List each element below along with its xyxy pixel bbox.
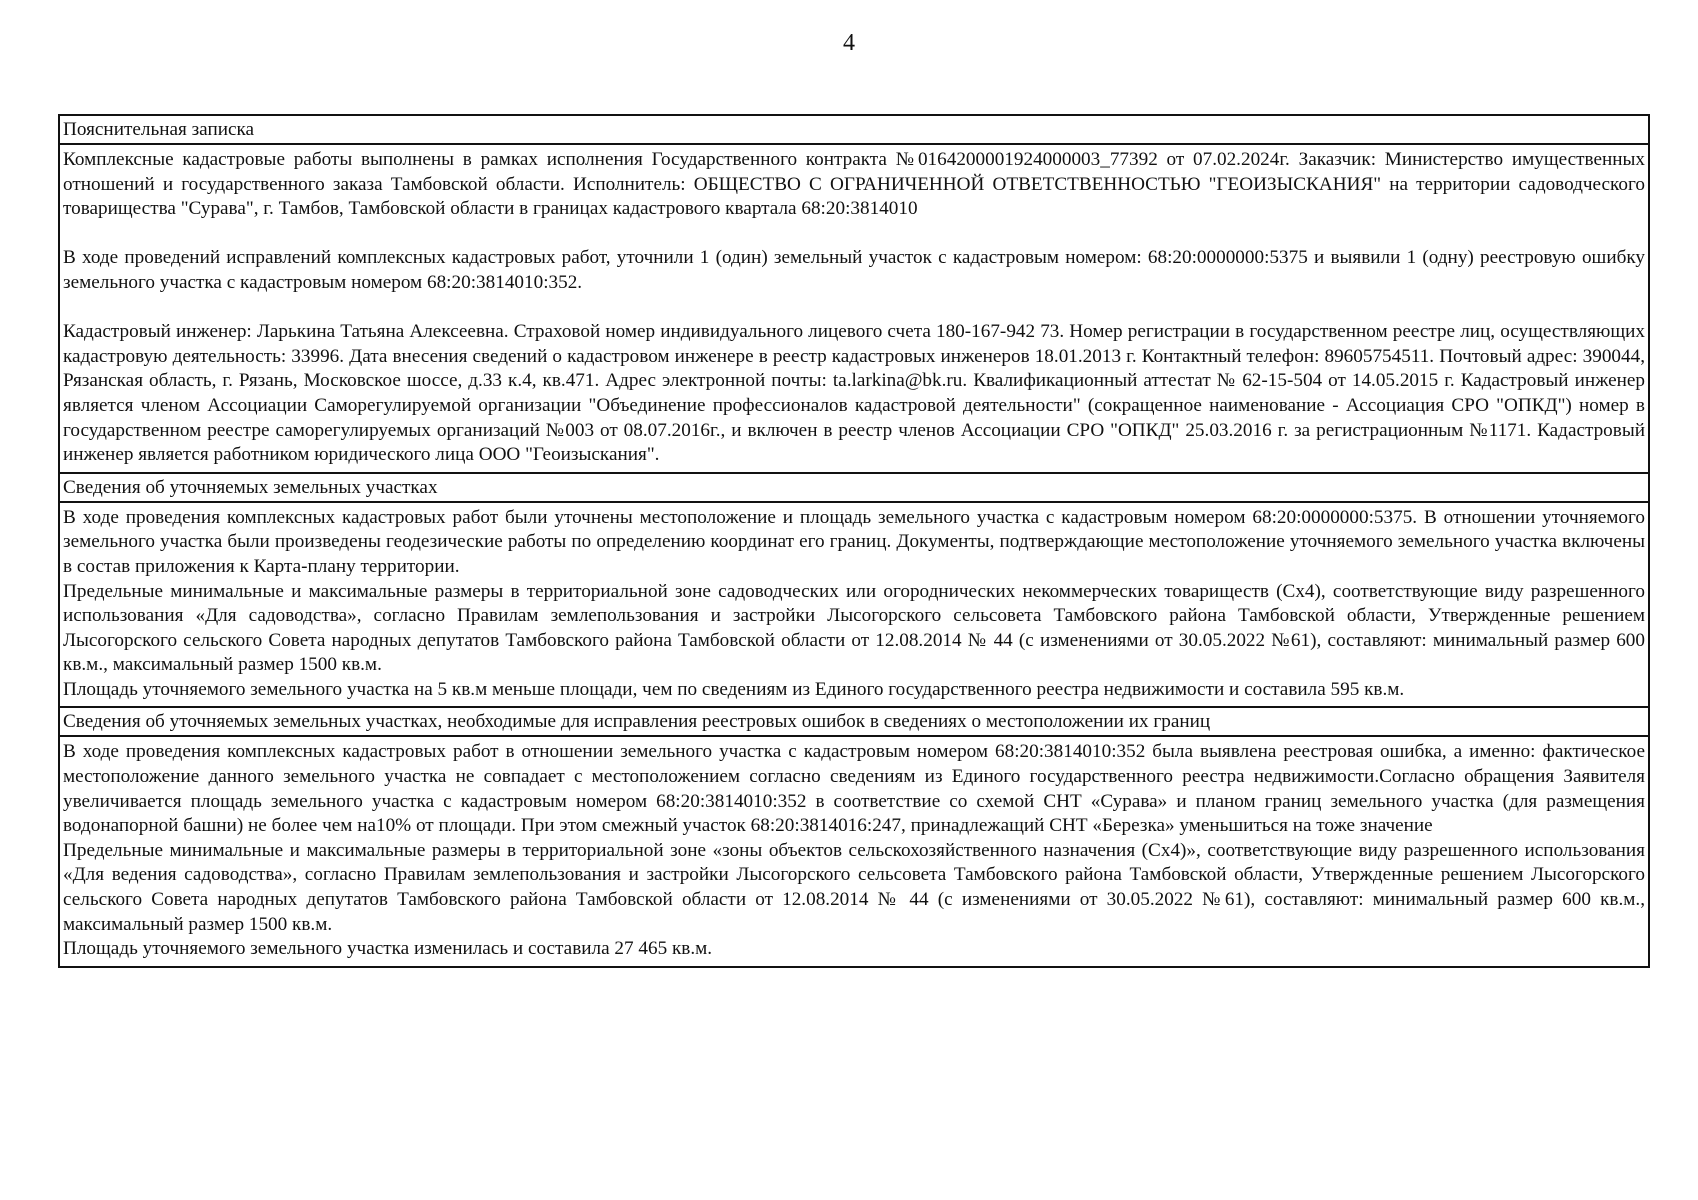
paragraph-size-limits: Предельные минимальные и максимальные размеры в территориальной зоне садоводческих или огороднических некоммерческих товариществ (Сх4), соответствующие виду разрешенного использования «Для садоводства», согласно Правилам землепользования и застройки Лысогорского сельсовета Тамбовского района Тамбовской области, Утвержденные решением Лысогорского сельского Совета народных депутатов Тамбовского района Тамбовской области от 12.08.2014 № 44 (с изменениями от 30.05.2022 №61), составляют: минимальный размер 600 кв.м., максимальный размер 1500 кв.м. xyxy=(63,580,1645,676)
section-header-refined-plots xyxy=(60,474,1648,503)
paragraph-summary: В ходе проведений исправлений комплексных кадастровых работ, уточнили 1 (один) земельный участок с кадастровым номером: 68:20:0000000:5375 и выявили 1 (одну) реестровую ошибку земельного участка с кадастровым номером 68:20:3814010:352. xyxy=(63,247,1645,293)
section-title: Сведения об уточняемых земельных участках xyxy=(63,476,438,498)
page-number: 4 xyxy=(843,30,855,56)
paragraph-gap xyxy=(63,296,1645,321)
section-header-explanatory-note xyxy=(60,116,1648,145)
paragraph-area-result: Площадь уточняемого земельного участка на 5 кв.м меньше площади, чем по сведениям из Единого государственного реестра недвижимости и составила 595 кв.м. xyxy=(63,678,1405,700)
section-title: Пояснительная записка xyxy=(63,119,255,140)
paragraph-contract: Комплексные кадастровые работы выполнены в рамках исполнения Государственного контракта №0164200001924000003_77392 от 07.02.2024г. Заказчик: Министерство имущественных отношений и государственного заказа Тамбовской области. Исполнитель: ОБЩЕСТВО С ОГРАНИЧЕННОЙ ОТВЕТСТВЕННОСТЬЮ "ГЕОИЗЫСКАНИЯ" на территории садоводческого товарищества "Сурава", г. Тамбов, Тамбовской области в границах кадастрового квартала 68:20:3814010 xyxy=(63,149,1645,220)
section-body-registry-errors xyxy=(60,737,1648,965)
paragraph-area-result: Площадь уточняемого земельного участка изменилась и составила 27 465 кв.м. xyxy=(63,938,713,960)
paragraph-registry-error: В ходе проведения комплексных кадастровых работ в отношении земельного участка с кадастровым номером 68:20:3814010:352 была выявлена реестровая ошибка, а именно: фактическое местоположение данного земельного участка не совпадает с местоположением согласно сведениям из Единого государственного реестра недвижимости.Согласно обращения Заявителя увеличивается площадь земельного участка с кадастровым номером 68:20:3814010:352 в соответствие со схемой СНТ «Сурава» и планом границ земельного участка (для размещения водонапорной башни) не более чем на10% от площади. При этом смежный участок 68:20:3814016:247, принадлежащий СНТ «Березка» уменьшиться на тоже значение xyxy=(63,741,1645,837)
paragraph-cadastral-engineer: Кадастровый инженер: Ларькина Татьяна Алексеевна. Страховой номер индивидуального лицевого счета 180-167-942 73. Номер регистрации в государственном реестре лиц, осуществляющих кадастровую деятельность: 33996. Дата внесения сведений о кадастровом инженере в реестр кадастровых инженеров 18.01.2013 г. Контактный телефон: 89605754511. Почтовый адрес: 390044, Рязанская область, г. Рязань, Московское шоссе, д.33 к.4, кв.471. Адрес электронной почты: ta.larkina@bk.ru. Квалификационный аттестат № 62-15-504 от 14.05.2015 г. Кадастровый инженер является членом Ассоциации Саморегулируемой организации "Объединение профессионалов кадастровой деятельности" (сокращенное наименование - Ассоциация СРО "ОПКД") номер в государственном реестре саморегулируемых организаций №003 от 08.07.2016г., и включен в реестр членов Ассоциации СРО "ОПКД" 25.03.2016 г. за регистрационным №1171. Кадастровый инженер является работником юридического лица ООО "Геоизыскания". xyxy=(63,321,1645,466)
explanatory-note-table xyxy=(58,114,1650,968)
section-title: Сведения об уточняемых земельных участках, необходимые для исправления реестровых ошибок в сведениях о местоположении их границ xyxy=(63,711,1211,733)
paragraph-gap xyxy=(63,222,1645,247)
paragraph-size-limits: Предельные минимальные и максимальные размеры в территориальной зоне «зоны объектов сельскохозяйственного назначения (Сх4)», соответствующие виду разрешенного использования «Для ведения садоводства», согласно Правилам землепользования и застройки Лысогорского сельсовета Тамбовского района Тамбовской области, Утвержденные решением Лысогорского сельского Совета народных депутатов Тамбовского района Тамбовской области от 12.08.2014 № 44 (с изменениями от 30.05.2022 №61), составляют: минимальный размер 600 кв.м., максимальный размер 1500 кв.м. xyxy=(63,839,1645,935)
section-body-refined-plots xyxy=(60,503,1648,709)
section-header-registry-errors xyxy=(60,708,1648,737)
section-body-explanatory-note xyxy=(60,145,1648,474)
paragraph-refined-location: В ходе проведения комплексных кадастровых работ были уточнены местоположение и площадь земельного участка с кадастровым номером 68:20:0000000:5375. В отношении уточняемого земельного участка были произведены геодезические работы по определению координат его границ. Документы, подтверждающие местоположение уточняемого земельного участка включены в состав приложения к Карта-плану территории. xyxy=(63,506,1645,577)
